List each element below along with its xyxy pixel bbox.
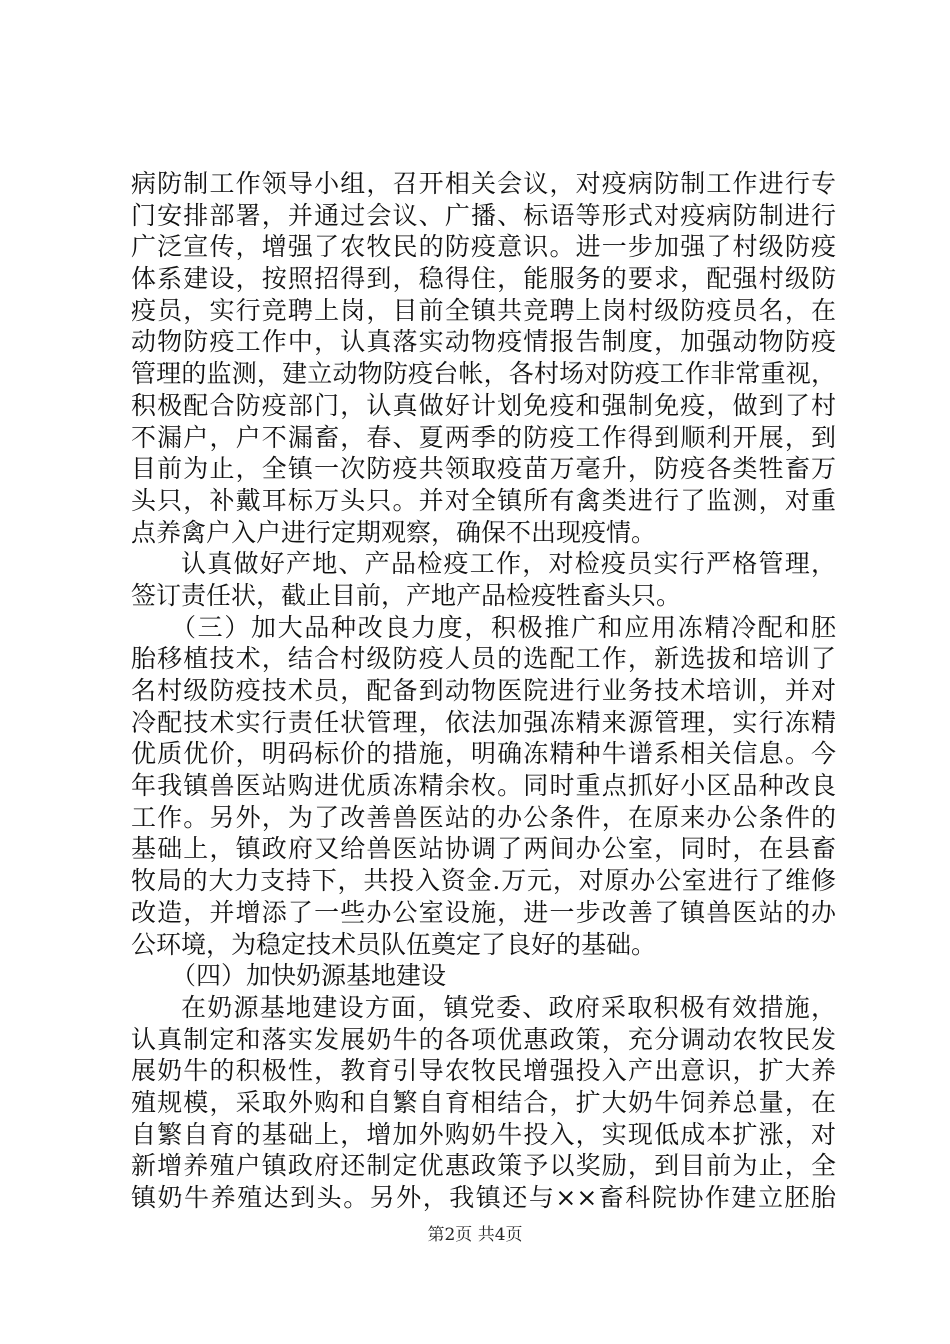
text-line: 殖规模，采取外购和自繁自育相结合，扩大奶牛饲养总量，在 — [131, 1087, 836, 1117]
text-line: 认真做好产地、产品检疫工作，对检疫员实行严格管理， — [181, 549, 836, 579]
text-line: 目前为止，全镇一次防疫共领取疫苗万毫升，防疫各类牲畜万 — [131, 454, 836, 484]
text-line: 工作。另外，为了改善兽医站的办公条件，在原来办公条件的 — [131, 802, 836, 832]
text-line: 镇奶牛养殖达到头。另外，我镇还与××畜科院协作建立胚胎 — [131, 1183, 836, 1212]
text-line: 管理的监测，建立动物防疫台帐，各村场对防疫工作非常重视， — [131, 359, 836, 389]
text-line: 点养禽户入户进行定期观察，确保不出现疫情。 — [131, 517, 657, 547]
text-line: 体系建设，按照招得到，稳得住，能服务的要求，配强村级防 — [131, 264, 836, 294]
text-line: 基础上，镇政府又给兽医站协调了两间办公室，同时，在县畜 — [131, 834, 836, 864]
text-line: 头只，补戴耳标万头只。并对全镇所有禽类进行了监测，对重 — [131, 485, 836, 515]
text-line: 不漏户，户不漏畜，春、夏两季的防疫工作得到顺利开展，到 — [131, 422, 836, 452]
text-line: 签订责任状，截止目前，产地产品检疫牲畜头只。 — [131, 580, 682, 610]
text-line: 新增养殖户镇政府还制定优惠政策予以奖励，到目前为止，全 — [131, 1151, 836, 1181]
text-line: 在奶源基地建设方面，镇党委、政府采取积极有效措施， — [181, 992, 836, 1022]
text-line: 动物防疫工作中，认真落实动物疫情报告制度，加强动物防疫 — [131, 327, 836, 357]
text-line: 展奶牛的积极性，教育引导农牧民增强投入产出意识，扩大养 — [131, 1056, 836, 1086]
text-line: （三）加大品种改良力度，积极推广和应用冻精冷配和胚 — [171, 612, 836, 642]
text-line: 名村级防疫技术员，配备到动物医院进行业务技术培训，并对 — [131, 676, 836, 705]
page-number: 第2页 共4页 — [427, 1225, 523, 1245]
text-line: 疫员，实行竞聘上岗，目前全镇共竞聘上岗村级防疫员名，在 — [131, 295, 836, 325]
text-line: 年我镇兽医站购进优质冻精余枚。同时重点抓好小区品种改良 — [131, 771, 836, 801]
text-line: 公环境，为稳定技术员队伍奠定了良好的基础。 — [131, 929, 657, 959]
text-line: 积极配合防疫部门，认真做好计划免疫和强制免疫，做到了村 — [131, 390, 836, 420]
text-line: 优质优价，明码标价的措施，明确冻精种牛谱系相关信息。今 — [131, 739, 836, 769]
text-line: 广泛宣传，增强了农牧民的防疫意识。进一步加强了村级防疫 — [131, 232, 836, 262]
section-heading: （四）加快奶源基地建设 — [171, 961, 447, 991]
body-text — [131, 168, 836, 1214]
text-line: 冷配技术实行责任状管理，依法加强冻精来源管理，实行冻精 — [131, 707, 836, 737]
text-line: 改造，并增添了一些办公室设施，进一步改善了镇兽医站的办 — [131, 897, 836, 927]
page-footer — [0, 1224, 950, 1246]
text-line: 自繁自育的基础上，增加外购奶牛投入，实现低成本扩涨，对 — [131, 1119, 836, 1149]
text-line: 病防制工作领导小组，召开相关会议，对疫病防制工作进行专 — [131, 169, 836, 198]
text-line: 牧局的大力支持下，共投入资金.万元，对原办公室进行了维修 — [131, 866, 836, 896]
text-line: 认真制定和落实发展奶牛的各项优惠政策，充分调动农牧民发 — [131, 1024, 836, 1054]
text-line: 门安排部署，并通过会议、广播、标语等形式对疫病防制进行 — [131, 200, 836, 230]
text-line: 胎移植技术，结合村级防疫人员的选配工作，新选拔和培训了 — [131, 644, 836, 674]
